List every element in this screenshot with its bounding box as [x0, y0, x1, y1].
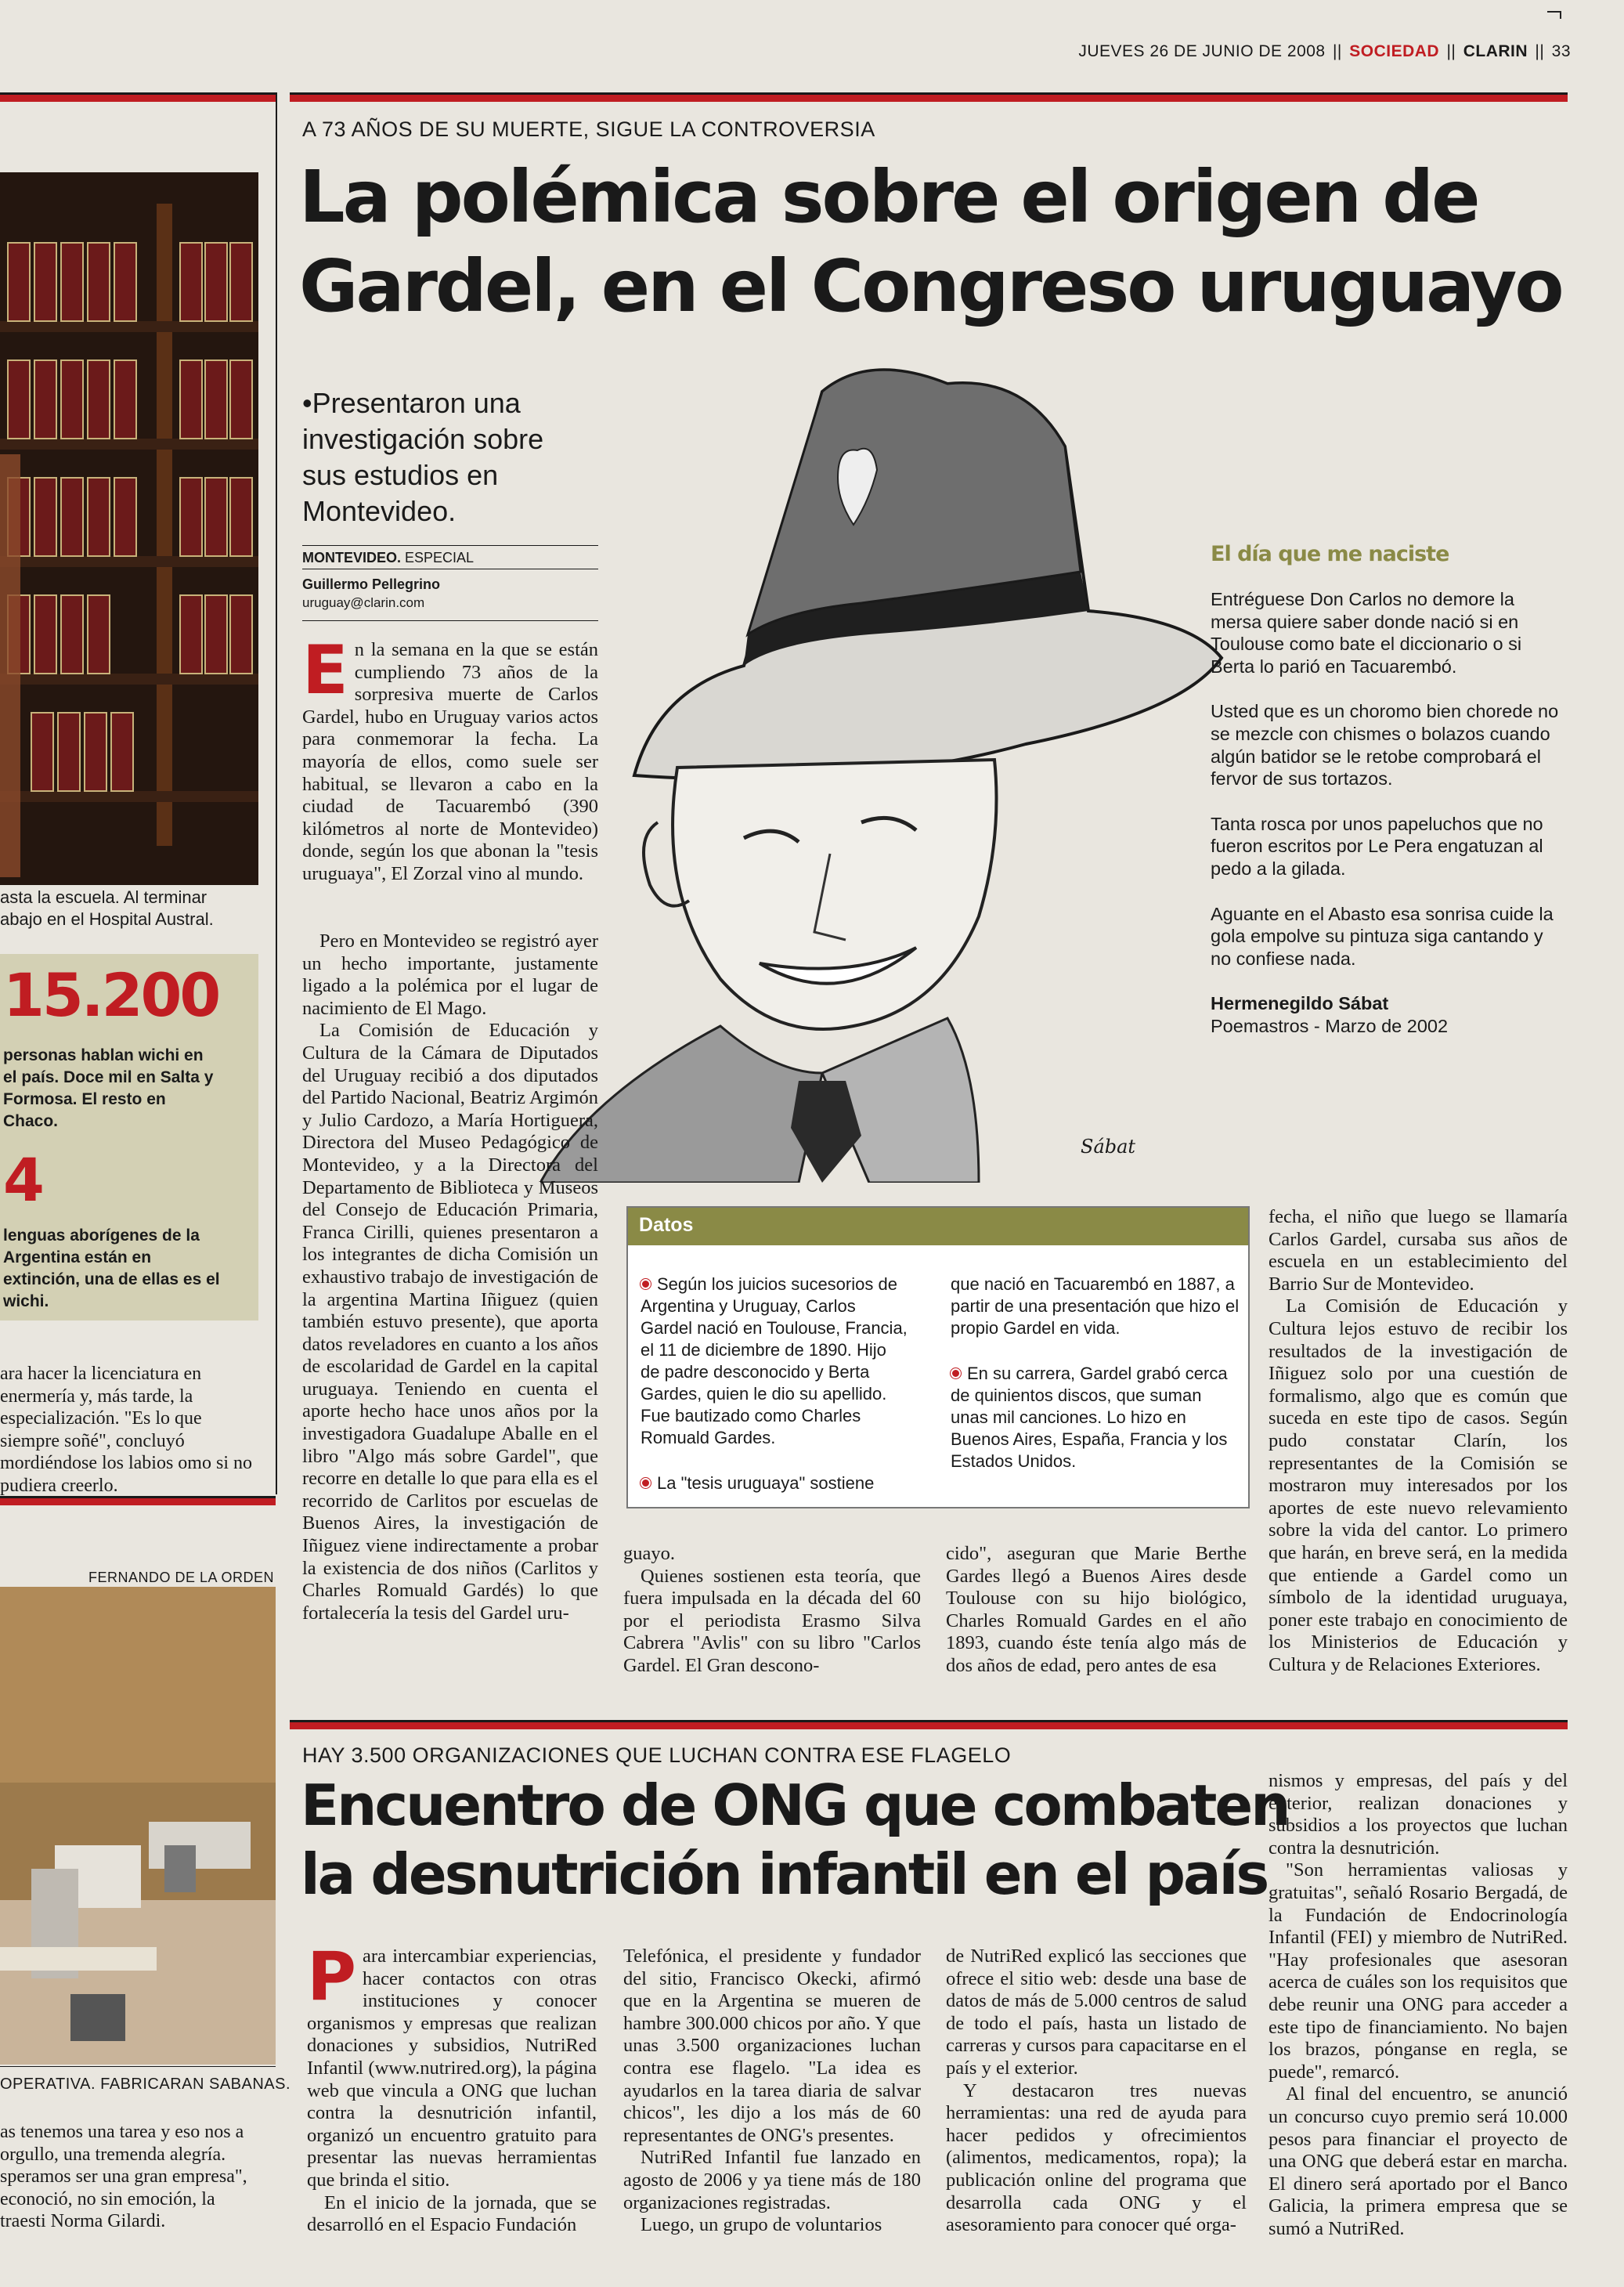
- illustration-signature: Sábat: [1081, 1136, 1136, 1158]
- corner-mark: [1547, 11, 1561, 19]
- gardel-drawing: [540, 352, 1229, 1183]
- dateline-place: MONTEVIDEO.: [302, 550, 402, 565]
- datos-item-1: Según los juicios sucesorios de Argentina y Uruguay, Carlos Gardel nació en Toulouse, Francia, el 11 de diciembre de 1890. Hijo de padre desconocido y Berta Gardes, quien le dio su apellido. Fue bautizado como Charles Romuald Gardes.: [641, 1274, 908, 1447]
- sidebar-text-bottom: as tenemos una tarea y eso nos a orgullo, una tremenda alegría. speramos ser una gran empresa", econoció, no sin emoción, la traesti Norma Gilardi.: [0, 2122, 247, 2231]
- poem-author: Hermenegildo Sábat: [1211, 993, 1389, 1014]
- article1-col3-para1: cido", aseguran que Marie Berthe Gardes llegó a Buenos Aires desde Toulouse con su hijo biológico, Charles Romuald Gardes en el año 1893, cuando éste tenía algo más de dos años de edad, pero antes de esa: [946, 1543, 1247, 1676]
- article1-top-rule: [290, 92, 1568, 102]
- article2-col3-para2: Y destacaron tres nuevas herramientas: una red de ayuda para hacer pedidos y ofrecimientos (alimentos, medicamentos, ropa); la publicación online del programa que desarrolla cada ONG y el asesoramiento para conocer qué orga-: [946, 2079, 1247, 2236]
- article1-col3: [946, 1543, 1247, 1678]
- bookshelf-illustration: [0, 172, 258, 885]
- datos-item-3: En su carrera, Gardel grabó cerca de quinientos discos, que suman unas mil canciones. Lo hizo en Buenos Aires, España, Francia y los Estados Unidos.: [951, 1364, 1228, 1471]
- article1-subhead: •Presentaron una investigación sobre sus estudios en Montevideo.: [302, 387, 544, 527]
- folio-paper: CLARIN: [1463, 42, 1528, 60]
- poem-stanza-4: Aguante en el Abasto esa sonrisa cuide la gola empolve su pintuza siga cantando y no confiese nada.: [1211, 903, 1554, 969]
- datos-title: Datos: [639, 1214, 694, 1236]
- article2-top-rule: [290, 1720, 1568, 1729]
- stat-caption-lenguas: lenguas aborígenes de la Argentina están en extinción, una de ellas es el wichi.: [3, 1227, 220, 1310]
- sidebar-divider: [276, 92, 277, 1494]
- article2-col2: [623, 1946, 921, 2237]
- article2-col4-para2: "Son herramientas valiosas y gratuitas", señaló Rosario Bergadá, de la Fundación de Endocrinología Infantil (FEI) y miembro de NutriRed. "Hay profesionales que asesoran acerca de cuáles son los requisitos que debe reunir una ONG para acceder a este tipo de financiamiento. No bajen los brazos, pónganse en regla, se puede", remarcó.: [1269, 1859, 1568, 2083]
- poem-source: Poemastros - Marzo de 2002: [1211, 1015, 1449, 1036]
- article1-col4-para1: fecha, el niño que luego se llamaría Carlos Gardel, cursaba sus años de escuela en un establecimiento del Barrio Sur de Montevideo.: [1269, 1206, 1568, 1295]
- article2-dropcap: P: [307, 1938, 357, 2016]
- datos-col1: [641, 1274, 908, 1494]
- article1-col1: [302, 631, 598, 886]
- sidebar-line-1: asta la escuela. Al terminar: [0, 887, 208, 907]
- bullet-icon: [641, 1478, 651, 1488]
- poem-stanza-3: Tanta rosca por unos papeluchos que no fueron escritos por Le Pera engatuzan al pedo a la gilada.: [1211, 813, 1543, 879]
- article1-col1-para1: En la semana en la que se están cumpliendo 73 años de la sorpresiva muerte de Carlos Gardel, hubo en Uruguay varios actos para conmemorar la fecha. La mayoría de ellos, como suele ser habitual, se llevaron a cabo en la ciudad de Tacuarembó (390 kilómetros al norte de Montevideo) donde, según los que abonan la "tesis uruguaya", El Zorzal vino al mundo.: [302, 631, 598, 884]
- article1-headline-line2: Gardel, en el Congreso uruguayo: [299, 244, 1562, 328]
- sidebar-text-top: [0, 887, 258, 930]
- stat-caption-wichi: personas hablan wichi en el país. Doce mil en Salta y Formosa. El resto en Chaco.: [3, 1046, 214, 1130]
- sidebar-line-2: abajo en el Hospital Austral.: [0, 909, 214, 929]
- folio-date: JUEVES 26 DE JUNIO DE 2008: [1078, 42, 1326, 60]
- sidebar-text-mid: ara hacer la licenciatura en enermería y, más tarde, la especialización. "Es lo que siempre soñé", concluyó mordiéndose los labios omo si no pudiera creerlo.: [0, 1364, 252, 1496]
- article2-col4: [1269, 1770, 1568, 2240]
- article2-col2-para2: NutriRed Infantil fue lanzado en agosto de 2006 y ya tiene más de 180 organizaciones registradas.: [623, 2147, 921, 2213]
- folio-page: 33: [1551, 42, 1571, 60]
- stat-box: [0, 954, 258, 1321]
- article1-col1-para3: La Comisión de Educación y Cultura de la Cámara de Diputados del Uruguay recibió a dos diputados del Partido Nacional, Beatriz Argimón y Julio Cardozo, a María Hortiguera, Directora del Museo Pedagógico de Montevideo, y a la Directora del Departamento de Biblioteca y Museos del Consejo de Educación Primaria, Franca Cirilli, quienes presentaron a los integrantes de dicha Comisión un exhaustivo trabajo de investigación de la argentina Martina Iñiguez (quien también estuvo presente), que aporta datos reveladores en cuanto a los años de escolaridad de Gardel en la capital uruguaya. Teniendo en cuenta el aporte hecho hace unos años por la investigadora Guadalupe Aballe en el libro "Algo más sobre Gardel", que recorre en detalle lo que para ella es el recorrido de Carlitos por escuelas de Buenos Aires, la investigación de Iñiguez viene indirectamente a probar la existencia de dos niños (Carlitos y Charles Romuald Gardés) lo que fortalecería la tesis del Gardel uru-: [302, 1020, 598, 1624]
- article2-kicker: HAY 3.500 ORGANIZACIONES QUE LUCHAN CONTRA ESE FLAGELO: [302, 1743, 1012, 1767]
- photo-caption: OPERATIVA. FABRICARAN SABANAS.: [0, 2076, 291, 2093]
- byline-author: Guillermo Pellegrino: [302, 576, 441, 592]
- dateline-type: ESPECIAL: [405, 550, 475, 565]
- article2-col3-para1: de NutriRed explicó las secciones que ofrece el sitio web: desde una base de datos de más de 5.000 centros de salud de todo el país, hasta un listado de carreras y cursos para capacitarse en el país y el exterior.: [946, 1946, 1247, 2079]
- page-folio: JUEVES 26 DE JUNIO DE 2008 || SOCIEDAD || CLARIN || 33: [1078, 42, 1571, 60]
- datos-header: [628, 1208, 1248, 1245]
- sewing-machine-illustration: [0, 1587, 276, 2065]
- poem-box: [1211, 542, 1571, 1038]
- article2-col4-para1: nismos y empresas, del país y del exterior, realizan donaciones y subsidios a los proyectos que luchan contra la desnutrición.: [1269, 1770, 1568, 1859]
- article1-col4: [1269, 1206, 1568, 1676]
- poem-stanza-1: Entréguese Don Carlos no demore la mersa quiere saber donde nació si en Toulouse como bate el diccionario o si Berta lo parió en Tacuarembó.: [1211, 589, 1522, 677]
- datos-col2: [951, 1274, 1240, 1472]
- article2-col2-para3: Luego, un grupo de voluntarios: [641, 2214, 882, 2236]
- dateline: [302, 550, 474, 566]
- bullet-icon: [641, 1279, 651, 1289]
- poem-title: El día que me naciste: [1211, 542, 1449, 566]
- article2-col3: [946, 1946, 1247, 2237]
- stat-value-wichi: 15.200: [3, 960, 219, 1030]
- stat-value-lenguas: 4: [3, 1145, 45, 1215]
- article2-col2-para1: Telefónica, el presidente y fundador del sitio, Francisco Okecki, afirmó que en la Argentina se mueren de hambre 300.000 chicos por año. Y que unas 3.500 organizaciones luchan contra ese flagelo. "La idea es ayudarlos en la tarea diaria de salvar chicos", les dijo a los más de 60 representantes de ONG's presentes.: [623, 1946, 921, 2146]
- article1-col2-para1: guayo.: [623, 1543, 675, 1564]
- byline-email: uruguay@clarin.com: [302, 595, 425, 610]
- article1-col1b: [302, 930, 598, 1624]
- article1-col4-para2: La Comisión de Educación y Cultura lejos estuvo de recibir los resultados de la investigación de Iñiguez solo por una cuestión de formalismo, algo que es común que suceda en este tipo de casos. Según pudo constatar Clarín, los representantes de la Comisión se mostraron muy interesados por los aportes de este nuevo relevamiento sobre la vida del cantor. Lo primero que harán, en breve será, en la medida que entiende a Gardel como un símbolo de la identidad uruguaya, poner este trabajo en conocimiento de los Ministerios de Educación y Cultura y de Relaciones Exteriores.: [1269, 1295, 1568, 1675]
- article2-col1-para1: Para intercambiar experiencias, hacer contactos con otras instituciones y conocer organismos y empresas que realizan donaciones y subsidios, NutriRed Infantil (www.nutrired.org), la página web que vincula a ONG que luchan contra la desnutrición infantil, organizó un encuentro gratuito para presentar las nuevas herramientas que brinda el sitio.: [307, 1938, 597, 2191]
- sidebar-top-rule: [0, 92, 276, 102]
- article1-dropcap: E: [302, 631, 348, 710]
- bullet-icon: [951, 1368, 961, 1378]
- poem-stanza-2: Usted que es un choromo bien chorede no se mezcle con chismes o bolazos cuando algún batidor se le retobe comprobará el fervor de sus tortazos.: [1211, 701, 1559, 789]
- article1-kicker: A 73 AÑOS DE SU MUERTE, SIGUE LA CONTROVERSIA: [302, 117, 875, 141]
- poem-body: [1211, 588, 1567, 1038]
- folio-section: SOCIEDAD: [1349, 42, 1440, 60]
- article2-col4-para3: Al final del encuentro, se anunció un concurso cuyo premio será 10.000 pesos para financiar el proyecto de una ONG que deberá estar en marcha. El dinero será aportado por el Banco Galicia, la primera empresa que se sumó a NutriRed.: [1269, 2083, 1568, 2239]
- photo-credit: FERNANDO DE LA ORDEN: [88, 1570, 274, 1585]
- article1-col1-para2: Pero en Montevideo se registró ayer un hecho importante, justamente ligado a la polémica por el lugar de nacimiento de El Mago.: [302, 930, 598, 1019]
- article2-headline-line2: la desnutrición infantil en el país: [301, 1841, 1268, 1907]
- article1-col2: [623, 1543, 921, 1678]
- article2-headline-line1: Encuentro de ONG que combaten: [301, 1772, 1289, 1838]
- datos-box: [626, 1206, 1250, 1508]
- gardel-caricature: [540, 352, 1229, 1183]
- sidebar-photo-bookshelf: [0, 172, 258, 885]
- article2-col1: [307, 1938, 597, 2237]
- datos-item-2b: que nació en Tacuarembó en 1887, a partir de una presentación que hizo el propio Gardel en vida.: [951, 1274, 1240, 1338]
- datos-item-2a: La "tesis uruguaya" sostiene: [641, 1472, 908, 1494]
- article1-headline-line1: La polémica sobre el origen de: [299, 155, 1478, 239]
- sidebar-mid-rule: [0, 1496, 276, 1505]
- article1-col2-para2: Quienes sostienen esta teoría, que fuera impulsada en la década del 60 por el periodista Erasmo Silva Cabrera "Avlis" con su libro "Carlos Gardel. El Gran descono-: [623, 1565, 921, 1676]
- photo-caption-rule: [0, 2066, 276, 2067]
- sidebar-photo-workshop: [0, 1587, 276, 2065]
- article2-col1-para2: En el inicio de la jornada, que se desarrolló en el Espacio Fundación: [307, 2191, 597, 2236]
